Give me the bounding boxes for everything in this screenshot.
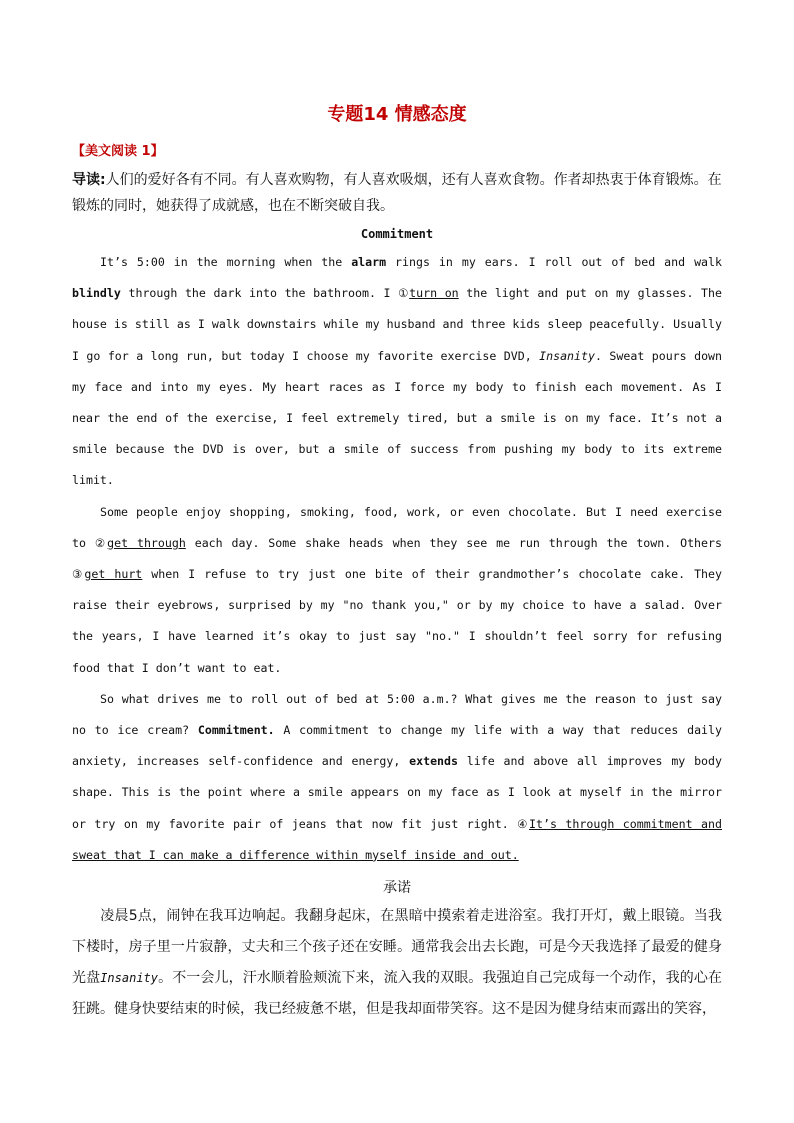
passage-title: Commitment [360, 227, 434, 241]
dvd-title: Insanity [539, 348, 595, 363]
underlined-phrase-2: get through [107, 535, 186, 550]
intro-label: 导读: [72, 172, 106, 188]
bold-word-commitment: Commitment. [197, 723, 275, 738]
chinese-paragraph-1 [72, 901, 722, 1025]
translation-title: 承诺 [383, 880, 411, 897]
text-run: 凌晨5点，闹钟在我耳边响起。我翻身起床，在黑暗中摸索着走进浴室。我打开灯，戴上眼镜。当我下楼时，房子里一片寂静，丈夫和三个孩子还在安睡。通常我会出去长跑，可是今天我选择了最爱的健身光盘 [72, 908, 722, 987]
section-tag: 【美文阅读 1】 [72, 144, 164, 159]
bold-word-blindly: blindly [72, 286, 121, 301]
page-title: 专题14 情感态度 [327, 104, 467, 125]
text-run: It’s 5:00 in the morning when the [100, 255, 352, 269]
circled-number-1: ① [398, 286, 410, 301]
english-paragraph-3 [72, 684, 722, 871]
text-run: A commitment to change my life with a way that reduces daily anxiety, increases self-confidence and energy, [72, 723, 722, 769]
text-run: . Sweat pours down my face and into my eyes. My heart races as I force my body to finish each movement. As I near the end of the exercise, I feel extremely tired, but a smile is on my face. It’s not a smile because the DVD is over, but a smile of success from pushing my body to its extreme limit. [72, 348, 723, 488]
english-paragraph-1 [72, 247, 722, 497]
text-run: the light and put on my glasses. The house is still as I walk downstairs while my husband and three kids sleep peacefully. Usually I go for a long run, but today I choose my favorite exercise DVD, [72, 286, 722, 363]
text-run: each day. Some shake heads when they see me run through the town. Others [185, 535, 722, 550]
circled-number-2: ② [94, 535, 108, 550]
underlined-sentence-4: It’s through commitment and sweat that I can make a difference within myself inside and out. [72, 816, 722, 862]
underlined-phrase-1: turn on [409, 286, 459, 301]
text-run: rings in my ears. I roll out of bed and walk [386, 255, 722, 269]
text-run: life and above all improves my body shape. This is the point where a smile appears on my face as I look at myself in the mirror or try on my favorite pair of jeans that now fit just right. [72, 754, 723, 831]
bold-word-alarm: alarm [351, 255, 387, 269]
document-page [72, 100, 722, 1025]
text-run: when I refuse to try just one bite of their grandmother’s chocolate cake. They raise their eyebrows, surprised by my "no thank you," or by my choice to have a salad. Over the years, I have learned it’s okay to just say "no." I shouldn’t feel sorry for refusing food that I don’t want to eat. [72, 567, 722, 675]
intro-paragraph [72, 167, 722, 219]
english-paragraph-2 [72, 497, 722, 684]
circled-number-4: ④ [517, 816, 530, 831]
bold-word-extends: extends [409, 754, 459, 769]
text-run: 。不一会儿，汗水顺着脸颊流下来，流入我的双眼。我强迫自己完成每一个动作，我的心在狂跳。健身快要结束的时候，我已经疲惫不堪，但是我却面带笑容。这不是因为健身结束而露出的笑容， [72, 970, 723, 1018]
text-run: Some people enjoy shopping, smoking, food, work, or even chocolate. But I need exercise to [72, 504, 722, 550]
dvd-title: Insanity [100, 971, 158, 986]
intro-text: 人们的爱好各有不同。有人喜欢购物，有人喜欢吸烟，还有人喜欢食物。作者却热衷于体育锻炼。在锻炼的同时，她获得了成就感，也在不断突破自我。 [72, 172, 722, 214]
circled-number-3: ③ [72, 567, 85, 582]
text-run: through the dark into the bathroom. I [120, 286, 399, 301]
underlined-phrase-3: get hurt [84, 567, 143, 582]
text-run: So what drives me to roll out of bed at 5:00 a.m.? What gives me the reason to just say no to ice cream? [72, 691, 722, 738]
